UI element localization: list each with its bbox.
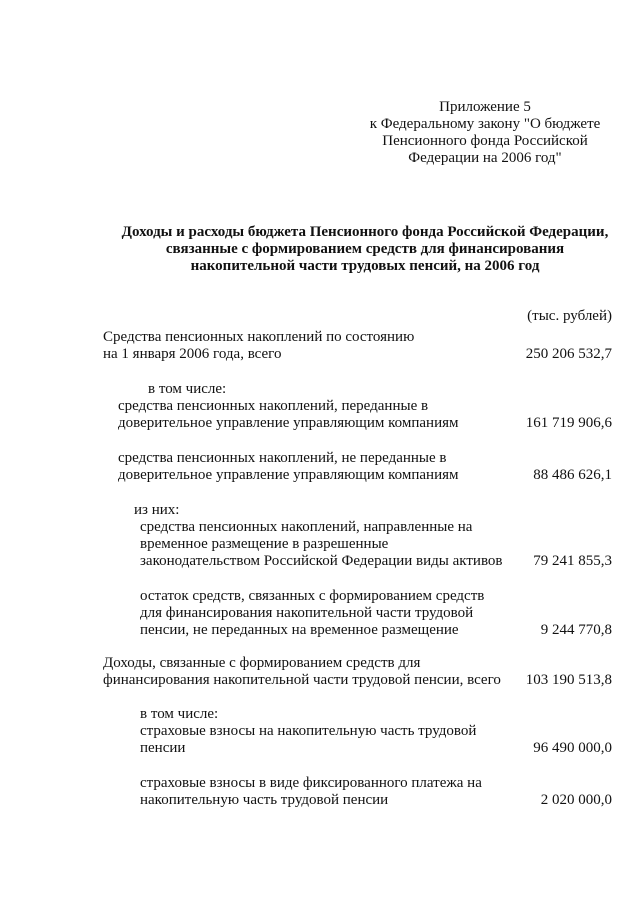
item-transferred — [118, 398, 459, 432]
subheading-of-which: из них: — [134, 502, 180, 518]
item-text-line: доверительное управление управляющим компаниям — [118, 415, 459, 431]
item-text-line: законодательством Российской Федерации виды активов — [140, 553, 503, 569]
annex-line: Пенсионного фонда Российской — [382, 133, 588, 149]
item-text-line: на 1 января 2006 года, всего — [103, 346, 282, 362]
item-amount: 2 020 000,0 — [540, 792, 612, 808]
item-total-funds — [103, 329, 414, 363]
item-text-line: Доходы, связанные с формированием средств для — [103, 655, 421, 671]
subheading-including: в том числе: — [140, 706, 219, 722]
item-amount: 250 206 532,7 — [525, 346, 612, 362]
annex-header — [360, 99, 610, 167]
title-line: накопительной части трудовых пенсий, на 2006 год — [190, 258, 540, 274]
item-text-line: временное размещение в разрешенные — [140, 536, 389, 552]
item-fixed-payment-contributions — [140, 775, 482, 809]
item-text-line: остаток средств, связанных с формированием средств — [140, 588, 485, 604]
item-amount: 79 241 855,3 — [533, 553, 612, 569]
item-not-transferred — [118, 450, 459, 484]
item-text-line: средства пенсионных накоплений, направленные на — [140, 519, 473, 535]
subheading-including: в том числе: — [148, 381, 227, 397]
item-text-line: финансирования накопительной части трудовой пенсии, всего — [103, 672, 501, 688]
item-amount: 161 719 906,6 — [525, 415, 612, 431]
item-insurance-contributions — [140, 723, 476, 757]
item-text-line: накопительную часть трудовой пенсии — [140, 792, 389, 808]
item-remaining-funds — [140, 588, 484, 639]
document-title — [100, 224, 630, 275]
item-text-line: пенсии, не переданных на временное размещение — [140, 622, 459, 638]
annex-line: Федерации на 2006 год" — [408, 150, 562, 166]
item-text-line: средства пенсионных накоплений, не переданные в — [118, 450, 447, 466]
title-line: связанные с формированием средств для финансирования — [165, 241, 565, 257]
item-text-line: для финансирования накопительной части трудовой — [140, 605, 474, 621]
item-amount: 9 244 770,8 — [540, 622, 612, 638]
item-text-line: Средства пенсионных накоплений по состоянию — [103, 329, 415, 345]
item-text-line: пенсии — [140, 740, 186, 756]
item-text-line: средства пенсионных накоплений, переданные в — [118, 398, 429, 414]
item-amount: 103 190 513,8 — [525, 672, 612, 688]
units-label: (тыс. рублей) — [527, 308, 612, 324]
item-text-line: страховые взносы на накопительную часть трудовой — [140, 723, 477, 739]
title-line: Доходы и расходы бюджета Пенсионного фонда Российской Федерации, — [121, 224, 609, 240]
annex-line: Приложение 5 — [439, 99, 531, 115]
item-text-line: страховые взносы в виде фиксированного платежа на — [140, 775, 482, 791]
item-income-total — [103, 655, 501, 689]
annex-line: к Федеральному закону "О бюджете — [369, 116, 601, 132]
item-amount: 96 490 000,0 — [533, 740, 612, 756]
item-text-line: доверительное управление управляющим компаниям — [118, 467, 459, 483]
item-temporary-placement — [140, 519, 503, 570]
item-amount: 88 486 626,1 — [533, 467, 612, 483]
